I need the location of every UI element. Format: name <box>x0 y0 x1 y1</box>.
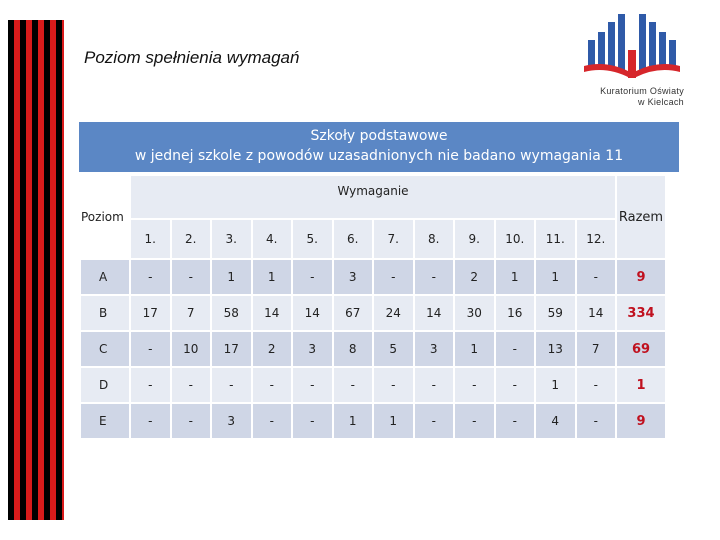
table-cell: 1 <box>253 260 292 294</box>
table-cell: 3 <box>415 332 454 366</box>
total-header: Razem <box>617 176 665 258</box>
table-cell: 2 <box>253 332 292 366</box>
table-cell: 17 <box>131 296 170 330</box>
table-cell: - <box>293 260 332 294</box>
table-cell: 24 <box>374 296 413 330</box>
row-total: 9 <box>617 260 665 294</box>
table-cell: 3 <box>212 404 251 438</box>
table-cell: - <box>415 404 454 438</box>
column-header: 5. <box>293 220 332 258</box>
requirements-table <box>79 174 667 440</box>
table-row <box>81 332 665 366</box>
header-row-columns <box>81 220 665 258</box>
brand-line-2: w Kielcach <box>637 97 684 107</box>
column-header: 4. <box>253 220 292 258</box>
page-title: Poziom spełnienia wymagań <box>84 48 300 67</box>
column-header: 7. <box>374 220 413 258</box>
table-cell: 14 <box>577 296 616 330</box>
table-cell: - <box>131 368 170 402</box>
table-cell: 8 <box>334 332 373 366</box>
table-cell: - <box>131 404 170 438</box>
table-cell: - <box>131 260 170 294</box>
row-total: 334 <box>617 296 665 330</box>
table-cell: 1 <box>455 332 494 366</box>
brand-line-1: Kuratorium Oświaty <box>600 86 684 96</box>
table-cell: 7 <box>172 296 211 330</box>
banner-line-1: Szkoły podstawowe <box>310 128 448 144</box>
column-header: 11. <box>536 220 575 258</box>
table-row <box>81 260 665 294</box>
level-label: E <box>81 404 129 438</box>
table-cell: 1 <box>496 260 535 294</box>
column-header: 8. <box>415 220 454 258</box>
table-cell: - <box>415 368 454 402</box>
column-header: 2. <box>172 220 211 258</box>
table-cell: 58 <box>212 296 251 330</box>
table-cell: 13 <box>536 332 575 366</box>
table-cell: - <box>577 260 616 294</box>
table-cell: - <box>172 368 211 402</box>
table-cell: 17 <box>212 332 251 366</box>
banner-line-2: w jednej szkole z powodów uzasadnionych nie badano wymagania 11 <box>134 148 624 164</box>
table-cell: 5 <box>374 332 413 366</box>
column-header: 1. <box>131 220 170 258</box>
corner-label: Poziom <box>81 210 124 224</box>
column-header: 9. <box>455 220 494 258</box>
table-cell: - <box>577 404 616 438</box>
table-cell: - <box>212 368 251 402</box>
row-total: 9 <box>617 404 665 438</box>
table-cell: 4 <box>536 404 575 438</box>
group-header: Wymaganie <box>131 176 615 218</box>
column-header: 10. <box>496 220 535 258</box>
table-cell: 10 <box>172 332 211 366</box>
table-row <box>81 368 665 402</box>
table-cell: - <box>172 260 211 294</box>
header-row-group <box>81 176 665 218</box>
table-row <box>81 296 665 330</box>
table-cell: - <box>415 260 454 294</box>
table-cell: 30 <box>455 296 494 330</box>
table-cell: 3 <box>334 260 373 294</box>
table-banner <box>79 122 679 172</box>
table-cell: - <box>496 404 535 438</box>
table-cell: 16 <box>496 296 535 330</box>
table-cell: 14 <box>253 296 292 330</box>
table-cell: 14 <box>293 296 332 330</box>
table-cell: - <box>253 404 292 438</box>
table-cell: - <box>253 368 292 402</box>
table-cell: 7 <box>577 332 616 366</box>
table-cell: 1 <box>374 404 413 438</box>
column-header: 6. <box>334 220 373 258</box>
table-cell: 1 <box>536 368 575 402</box>
table-row <box>81 404 665 438</box>
table-cell: 1 <box>334 404 373 438</box>
table-cell: - <box>455 368 494 402</box>
level-label: D <box>81 368 129 402</box>
table-cell: - <box>455 404 494 438</box>
table-cell: 2 <box>455 260 494 294</box>
table-cell: 59 <box>536 296 575 330</box>
column-header: 12. <box>577 220 616 258</box>
decorative-stripes <box>8 20 64 520</box>
table-cell: - <box>577 368 616 402</box>
brand-text <box>560 86 684 108</box>
table-cell: - <box>374 260 413 294</box>
table-cell: - <box>496 332 535 366</box>
row-total: 1 <box>617 368 665 402</box>
table-cell: 14 <box>415 296 454 330</box>
level-label: B <box>81 296 129 330</box>
table-cell: - <box>496 368 535 402</box>
column-header: 3. <box>212 220 251 258</box>
table-cell: - <box>293 404 332 438</box>
level-label: C <box>81 332 129 366</box>
table-cell: - <box>172 404 211 438</box>
table-cell: - <box>131 332 170 366</box>
level-label: A <box>81 260 129 294</box>
table-cell: - <box>293 368 332 402</box>
row-total: 69 <box>617 332 665 366</box>
table-cell: 1 <box>536 260 575 294</box>
open-book-logo-icon <box>582 10 682 82</box>
table-cell: 67 <box>334 296 373 330</box>
table-cell: - <box>374 368 413 402</box>
table-cell: 3 <box>293 332 332 366</box>
table-cell: 1 <box>212 260 251 294</box>
table-cell: - <box>334 368 373 402</box>
